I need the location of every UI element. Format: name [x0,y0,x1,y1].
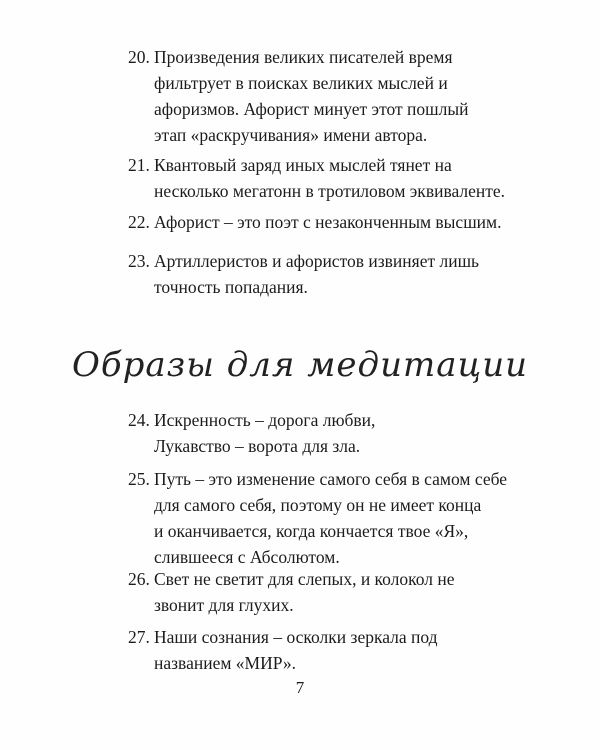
item-line: Свет не светит для слепых, и колокол не [154,569,455,589]
item-line: Искренность – дорога любви, [154,410,376,430]
item-number: 21. [128,155,150,175]
item-line: слившееся с Абсолютом. [154,547,340,567]
item-line: этап «раскручивания» имени автора. [154,125,428,145]
aphorism-25 [128,466,507,570]
item-line: Лукавство – ворота для зла. [154,436,361,456]
aphorism-27 [128,624,438,676]
section-heading: Образы для медитации [71,345,528,385]
item-line: Наши сознания – осколки зеркала под [154,627,438,647]
aphorism-21 [128,152,505,204]
page-number: 7 [295,678,305,697]
item-line: Произведения великих писателей время [154,47,453,67]
item-line: Афорист – это поэт с незаконченным высшим. [154,212,502,232]
item-line: Путь – это изменение самого себя в самом себе [154,469,508,489]
item-line: точность попадания. [154,277,308,297]
item-line: и оканчивается, когда кончается твое «Я», [154,521,469,541]
item-number: 20. [128,47,150,67]
item-number: 22. [128,212,150,232]
aphorism-20 [128,44,468,148]
item-line: фильтрует в поисках великих мыслей и [154,73,448,93]
item-line: названием «МИР». [154,653,297,673]
item-number: 25. [128,469,150,489]
item-number: 23. [128,251,150,271]
aphorism-23 [128,248,479,300]
item-number: 27. [128,627,150,647]
item-line: Артиллеристов и афористов извиняет лишь [154,251,480,271]
item-line: Квантовый заряд иных мыслей тянет на [154,155,452,175]
item-line: афоризмов. Афорист минует этот пошлый [154,99,469,119]
item-line: несколько мегатонн в тротиловом эквиваленте. [154,181,506,201]
item-line: для самого себя, поэтому он не имеет конца [154,495,482,515]
item-line: звонит для глухих. [154,595,294,615]
item-number: 26. [128,569,150,589]
aphorism-26 [128,566,455,618]
aphorism-22 [128,209,502,235]
item-number: 24. [128,410,150,430]
aphorism-24 [128,407,375,459]
